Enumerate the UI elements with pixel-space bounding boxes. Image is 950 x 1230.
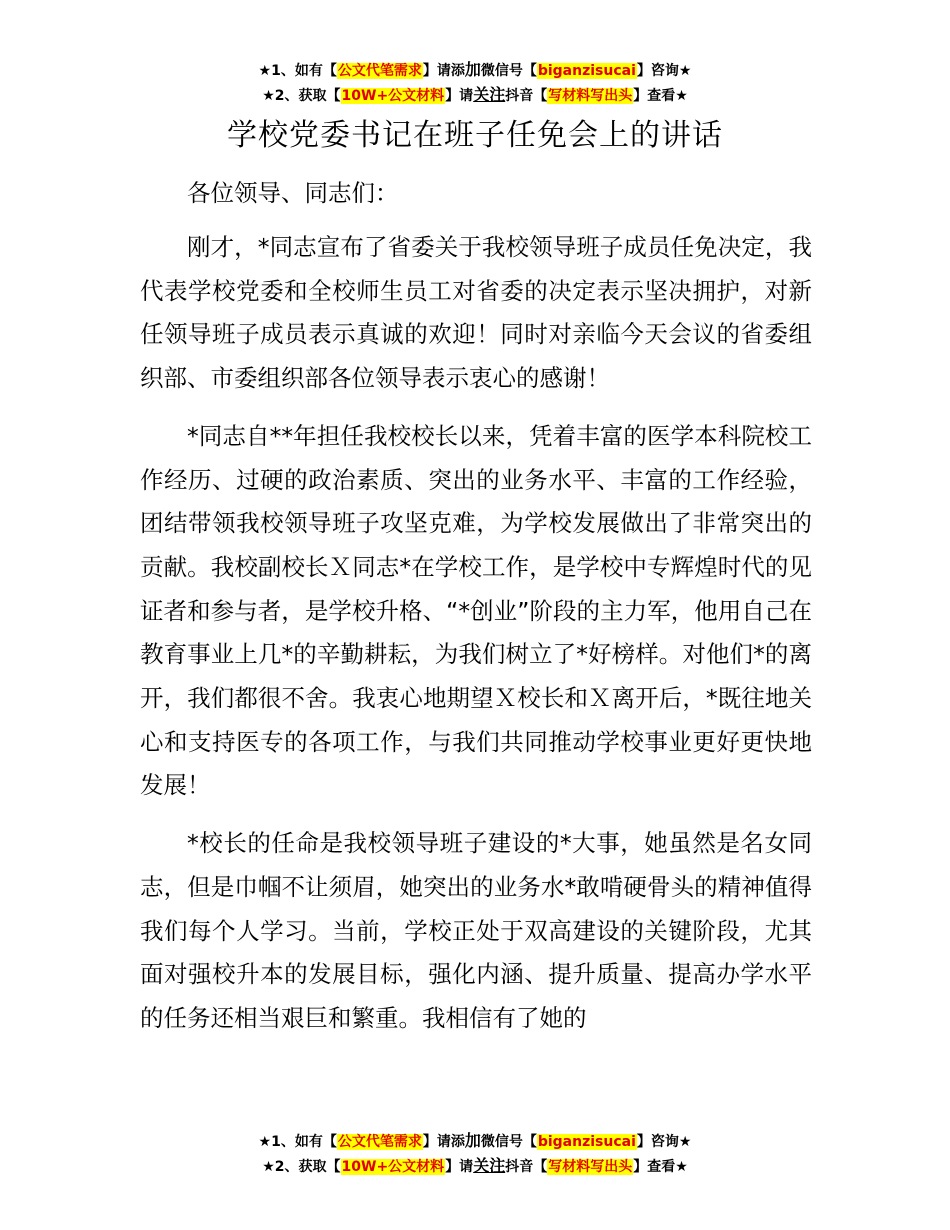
- banner-text: 】咨询★: [636, 1134, 692, 1150]
- banner-text: 抖音【: [505, 1159, 548, 1175]
- banner-douyin-id: 写材料写出头: [548, 1159, 633, 1175]
- footer-banner: [0, 1129, 950, 1179]
- banner-emphasis: 加: [464, 1131, 481, 1150]
- banner-wechat-id: biganzisucai: [537, 1134, 636, 1150]
- banner-highlight: 10W+公文材料: [341, 1159, 445, 1175]
- banner-emphasis: 关注: [473, 1156, 506, 1175]
- greeting-text: 各位领导、同志们：: [187, 179, 399, 207]
- banner-highlight: 公文代笔需求: [337, 63, 422, 79]
- banner-text: 】查看★: [633, 1159, 688, 1175]
- banner-highlight: 公文代笔需求: [337, 1134, 422, 1150]
- banner-emphasis: 关注: [473, 85, 506, 104]
- banner-line-2: [0, 83, 950, 108]
- banner-line-1: [0, 1129, 950, 1154]
- header-banner: [0, 58, 950, 108]
- paragraph: *校长的任命是我校领导班子建设的*大事，她虽然是名女同志，但是巾帼不让须眉，她突出的业务水*敢啃硬骨头的精神值得我们每个人学习。当前，学校正处于双高建设的关键阶段，尤其面对强校升本的发展目标，强化内涵、提升质量、提高办学水平的任务还相当艰巨和繁重。我相信有了她的: [140, 829, 812, 1032]
- banner-wechat-id: biganzisucai: [537, 63, 636, 79]
- document-title: 学校党委书记在班子任免会上的讲话: [227, 118, 723, 153]
- banner-highlight: 10W+公文材料: [341, 88, 445, 104]
- greeting: [140, 172, 812, 230]
- banner-emphasis: 加: [464, 60, 481, 79]
- banner-text: ★2、获取【: [262, 88, 341, 104]
- banner-douyin-id: 写材料写出头: [548, 88, 633, 104]
- banner-text: ★1、如有【: [258, 63, 337, 79]
- banner-text: 】查看★: [633, 88, 688, 104]
- banner-text: 】咨询★: [636, 63, 692, 79]
- document-body: [140, 226, 812, 1055]
- banner-text: 抖音【: [505, 88, 548, 104]
- banner-line-1: [0, 58, 950, 83]
- banner-line-2: [0, 1154, 950, 1179]
- banner-text: 微信号【: [480, 63, 537, 79]
- banner-text: 】请添: [422, 1134, 465, 1150]
- banner-text: ★1、如有【: [258, 1134, 337, 1150]
- banner-text: 】请添: [422, 63, 465, 79]
- paragraph: *同志自**年担任我校校长以来，凭着丰富的医学本科院校工作经历、过硬的政治素质、突出的业务水平、丰富的工作经验，团结带领我校领导班子攻坚克难，为学校发展做出了非常突出的贡献。我校副校长Ｘ同志*在学校工作，是学校中专辉煌时代的见证者和参与者，是学校升格、“*创业”阶段的主力军，他用自己在教育事业上几*的辛勤耕耘，为我们树立了*好榜样。对他们*的离开，我们都很不舍。我衷心地期望Ｘ校长和Ｘ离开后，*既往地关心和支持医专的各项工作，与我们共同推动学校事业更好更快地发展！: [140, 421, 812, 800]
- paragraph: 刚才，*同志宣布了省委关于我校领导班子成员任免决定，我代表学校党委和全校师生员工对省委的决定表示坚决拥护，对新任领导班子成员表示真诚的欢迎！同时对亲临今天会议的省委组织部、市委组织部各位领导表示衷心的感谢！: [140, 233, 812, 393]
- banner-text: 】请: [445, 1159, 474, 1175]
- banner-text: ★2、获取【: [262, 1159, 341, 1175]
- banner-text: 微信号【: [480, 1134, 537, 1150]
- banner-text: 】请: [445, 88, 474, 104]
